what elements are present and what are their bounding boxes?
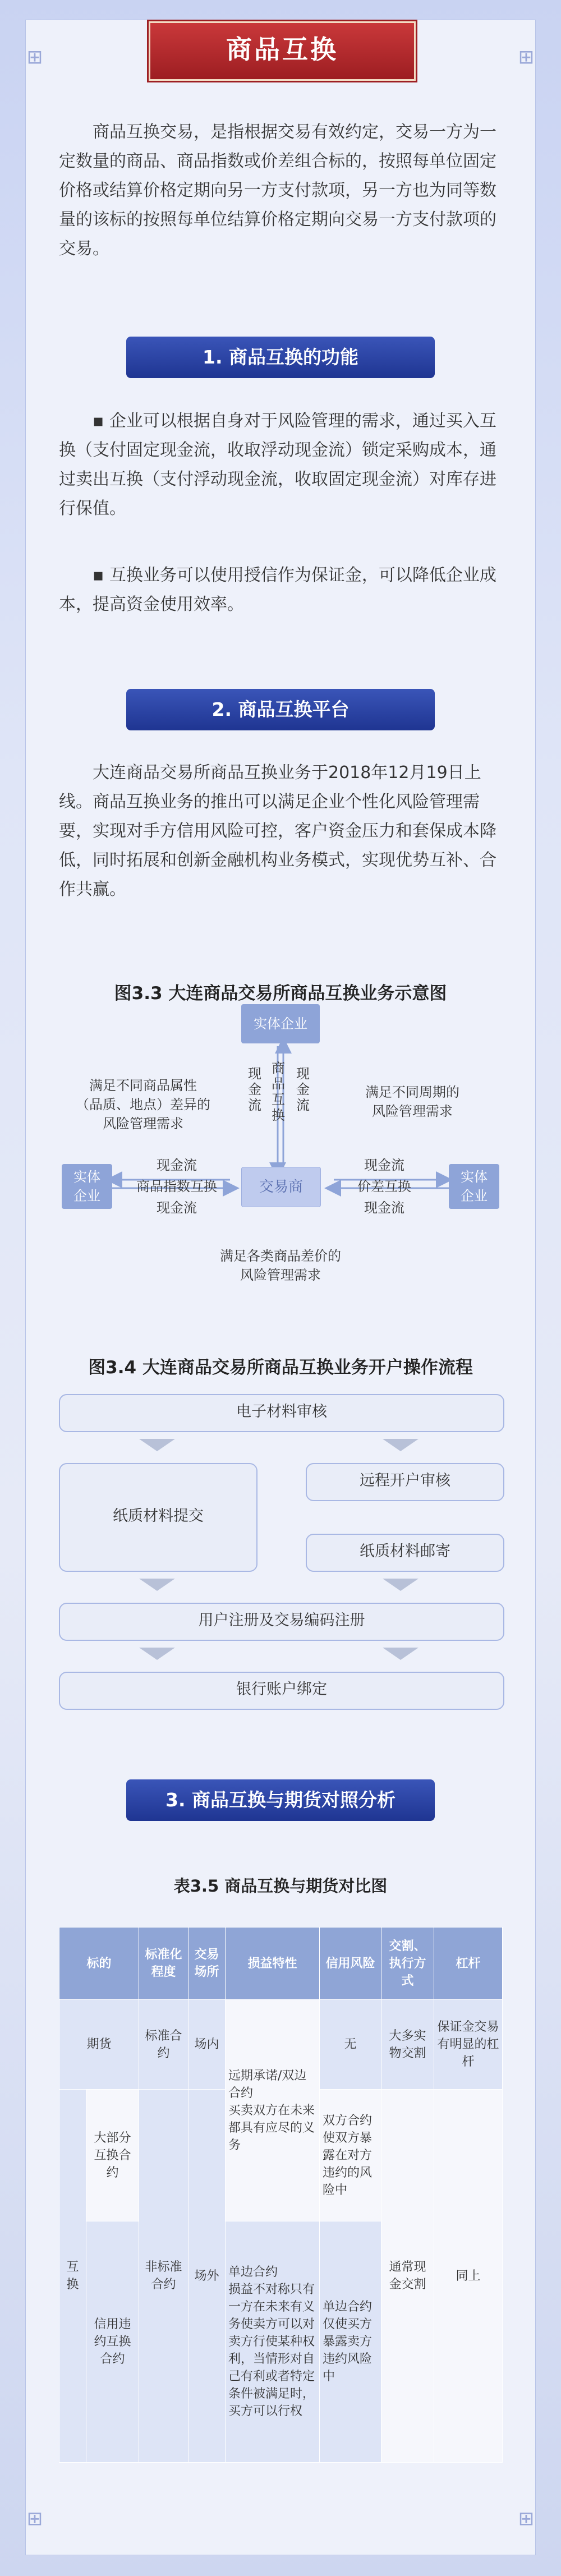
- cell-swap-group: 互换: [59, 2090, 86, 2463]
- cell-futures-std: 标准合约: [139, 2000, 188, 2090]
- bullet-credit-margin: ▪ 互换业务可以使用授信作为保证金，可以降低企业成本，提高资金使用效率。: [59, 565, 496, 614]
- cell-futures-delivery: 大多实物交割: [381, 2000, 434, 2090]
- left-cashflow-lower: 现金流: [157, 1200, 197, 1216]
- corner-ornament-icon: ⊞: [518, 2508, 535, 2530]
- flow-arrow-icon: [383, 1579, 419, 1591]
- figure-3-4-title: 图3.4 大连商品交易所商品互换业务开户操作流程: [88, 1358, 473, 1378]
- section-heading-functions: 1. 商品互换的功能: [126, 337, 435, 378]
- flow-arrow-icon: [139, 1579, 175, 1591]
- cell-swap-venue: 场外: [188, 2090, 226, 2463]
- figure-3-3-title: 图3.3 大连商品交易所商品互换业务示意图: [114, 983, 447, 1004]
- cell-swap-pnl2: 单边合约 损益不对称只有一方在未来有义务使卖方可以对卖方行使某种权利，当情形对自己有利或者特定条件被满足时，买方可以行权: [226, 2221, 320, 2463]
- left-cashflow-upper: 现金流: [157, 1157, 197, 1173]
- header-leverage: 杠杆: [434, 1928, 503, 2000]
- flow-arrow-icon: [383, 1439, 419, 1451]
- flow-step-bank-binding: 银行账户绑定: [59, 1672, 504, 1710]
- header-venue: 交易场所: [188, 1928, 226, 2000]
- table-header-row: [59, 1928, 503, 2000]
- right-spread-swap-label: 价差互换: [357, 1179, 411, 1194]
- page-title: 商品互换: [149, 21, 416, 81]
- vertical-swap-label: 商品互换: [272, 1060, 285, 1123]
- section-heading-platform: 2. 商品互换平台: [126, 689, 435, 730]
- bullet-hedging: ▪ 企业可以根据自身对于风险管理的需求，通过买入互换（支付固定现金流，收取浮动现金流）锁定采购成本，通过卖出互换（支付浮动现金流，收取固定现金流）对库存进行保值。: [59, 411, 496, 518]
- diagram-node-left-enterprise: 实体 企业: [62, 1164, 112, 1209]
- header-standardization: 标准化程度: [139, 1928, 188, 2000]
- flow-arrow-icon: [139, 1648, 175, 1660]
- vertical-cashflow-label-left: 现金流: [248, 1066, 261, 1113]
- cell-futures-leverage: 保证金交易有明显的杠杆: [434, 2000, 503, 2090]
- cell-swap-sub1: 大部分互换合约: [86, 2090, 139, 2221]
- header-delivery: 交割、执行方式: [381, 1928, 434, 2000]
- cell-swap-sub2: 信用违约互换合约: [86, 2221, 139, 2463]
- top-left-note: 满足不同商品属性 （品质、地点）差异的 风险管理需求: [76, 1078, 210, 1131]
- cell-swap-delivery: 通常现金交割: [381, 2090, 434, 2463]
- corner-ornament-icon: ⊞: [518, 46, 535, 68]
- cell-futures-pnl: 远期承诺/双边合约 买卖双方在未来都具有应尽的义务: [226, 2000, 320, 2221]
- diagram-node-right-enterprise: 实体 企业: [449, 1164, 499, 1209]
- section-heading-comparison: 3. 商品互换与期货对照分析: [126, 1779, 435, 1821]
- comparison-table: [59, 1927, 503, 2463]
- corner-ornament-icon: ⊞: [26, 46, 43, 68]
- flow-step-paper-submission: 纸质材料提交: [59, 1463, 257, 1572]
- cell-futures-credit: 无: [320, 2000, 381, 2090]
- right-cashflow-lower: 现金流: [364, 1200, 404, 1216]
- vertical-cashflow-label-right: 现金流: [296, 1066, 310, 1113]
- platform-paragraph: 大连商品交易所商品互换业务于2018年12月19日上线。商品互换业务的推出可以满足企业个性化风险管理需要，实现对手方信用风险可控，客户资金压力和套保成本降低，同时拓展和创新金融机构业务模式，实现优势互补、合作共赢。: [59, 763, 496, 899]
- intro-paragraph: 商品互换交易，是指根据交易有效约定，交易一方为一定数量的商品、商品指数或价差组合标的，按照每单位固定价格或结算价格定期向另一方支付款项，另一方也为同等数量的该标的按照每单位结算价格定期向交易一方支付款项的交易。: [59, 122, 496, 259]
- cell-swap-credit1: 双方合约使双方暴露在对方违约的风险中: [320, 2090, 381, 2221]
- cell-futures-venue: 场内: [188, 2000, 226, 2090]
- flow-step-paper-mailing: 纸质材料邮寄: [306, 1534, 504, 1572]
- cell-swap-std: 非标准合约: [139, 2090, 188, 2463]
- corner-ornament-icon: ⊞: [26, 2508, 43, 2530]
- cell-futures: 期货: [59, 2000, 139, 2090]
- flow-arrow-icon: [139, 1439, 175, 1451]
- top-right-note: 满足不同周期的 风险管理需求: [365, 1084, 459, 1119]
- diagram-node-top-enterprise: 实体企业: [241, 1004, 320, 1043]
- table-3-5-title: 表3.5 商品互换与期货对比图: [173, 1876, 388, 1896]
- cell-swap-credit2: 单边合约仅使买方暴露卖方违约风险中: [320, 2221, 381, 2463]
- header-pnl: 损益特性: [226, 1928, 320, 2000]
- left-index-swap-label: 商品指数互换: [136, 1179, 217, 1194]
- flow-arrow-icon: [383, 1648, 419, 1660]
- header-credit-risk: 信用风险: [320, 1928, 381, 2000]
- flow-step-electronic-review: 电子材料审核: [59, 1394, 504, 1432]
- flow-step-user-registration: 用户注册及交易编码注册: [59, 1603, 504, 1641]
- header-subject: 标的: [59, 1928, 139, 2000]
- bottom-note: 满足各类商品差价的 风险管理需求: [220, 1248, 341, 1283]
- cell-swap-leverage: 同上: [434, 2090, 503, 2463]
- right-cashflow-upper: 现金流: [364, 1157, 404, 1173]
- diagram-node-dealer: 交易商: [241, 1167, 321, 1207]
- flow-step-remote-review: 远程开户审核: [306, 1463, 504, 1501]
- table-row-futures: [59, 2000, 503, 2090]
